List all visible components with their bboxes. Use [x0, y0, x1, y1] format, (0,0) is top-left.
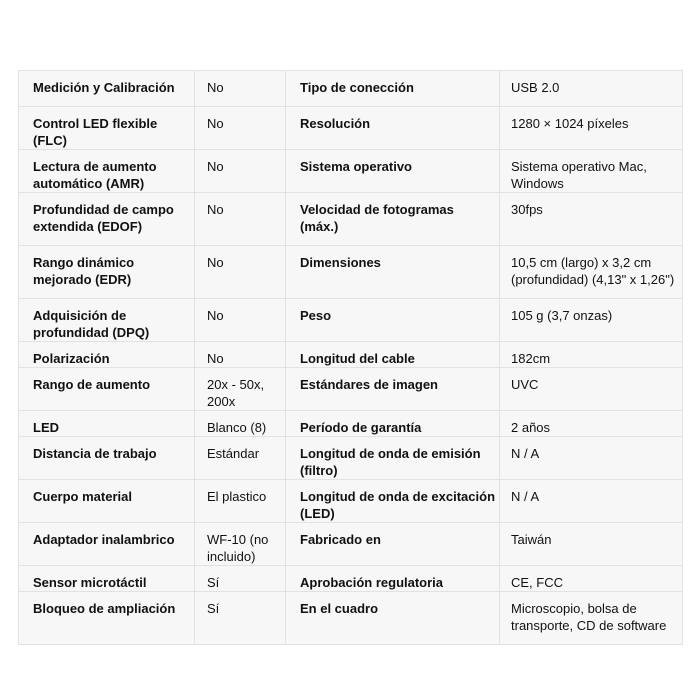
- spec-value: No: [195, 150, 286, 193]
- spec-value: 10,5 cm (largo) x 3,2 cm (profundidad) (4,13" x 1,26"): [500, 246, 683, 299]
- spec-label: Medición y Calibración: [19, 71, 195, 107]
- table-row: [19, 71, 683, 107]
- table-row: [19, 480, 683, 523]
- spec-label: Lectura de aumento automático (AMR): [19, 150, 195, 193]
- spec-label: Período de garantía: [286, 411, 500, 437]
- spec-value: Sí: [195, 566, 286, 592]
- spec-label: Cuerpo material: [19, 480, 195, 523]
- spec-label: Dimensiones: [286, 246, 500, 299]
- spec-label: Longitud de onda de emisión (filtro): [286, 437, 500, 480]
- spec-label: Longitud del cable: [286, 342, 500, 368]
- table-row: [19, 592, 683, 645]
- spec-label: Profundidad de campo extendida (EDOF): [19, 193, 195, 246]
- spec-value: Estándar: [195, 437, 286, 480]
- spec-label: Resolución: [286, 107, 500, 150]
- spec-label: LED: [19, 411, 195, 437]
- table-row: [19, 368, 683, 411]
- spec-value: 20x - 50x, 200x: [195, 368, 286, 411]
- spec-value: Sistema operativo Mac, Windows: [500, 150, 683, 193]
- spec-value: 30fps: [500, 193, 683, 246]
- spec-label: Control LED flexible (FLC): [19, 107, 195, 150]
- spec-value: No: [195, 246, 286, 299]
- spec-label: Aprobación regulatoria: [286, 566, 500, 592]
- spec-value: Blanco (8): [195, 411, 286, 437]
- table-row: [19, 193, 683, 246]
- table-row: [19, 342, 683, 368]
- spec-value: No: [195, 71, 286, 107]
- spec-value: N / A: [500, 480, 683, 523]
- spec-label: Adquisición de profundidad (DPQ): [19, 299, 195, 342]
- spec-label: Rango dinámico mejorado (EDR): [19, 246, 195, 299]
- spec-value: No: [195, 107, 286, 150]
- spec-value: Microscopio, bolsa de transporte, CD de software: [500, 592, 683, 645]
- spec-table: [18, 70, 683, 645]
- spec-value: 105 g (3,7 onzas): [500, 299, 683, 342]
- spec-value: N / A: [500, 437, 683, 480]
- spec-value: UVC: [500, 368, 683, 411]
- spec-value: Taiwán: [500, 523, 683, 566]
- spec-label: Polarización: [19, 342, 195, 368]
- spec-label: Fabricado en: [286, 523, 500, 566]
- table-row: [19, 246, 683, 299]
- spec-value: No: [195, 193, 286, 246]
- spec-value: 2 años: [500, 411, 683, 437]
- table-row: [19, 411, 683, 437]
- spec-value: No: [195, 342, 286, 368]
- spec-label: Sensor microtáctil: [19, 566, 195, 592]
- spec-label: Distancia de trabajo: [19, 437, 195, 480]
- spec-label: Peso: [286, 299, 500, 342]
- spec-label: Sistema operativo: [286, 150, 500, 193]
- table-row: [19, 523, 683, 566]
- spec-value: 1280 × 1024 píxeles: [500, 107, 683, 150]
- table-row: [19, 566, 683, 592]
- spec-value: El plastico: [195, 480, 286, 523]
- spec-label: Velocidad de fotogramas (máx.): [286, 193, 500, 246]
- spec-label: Longitud de onda de excitación (LED): [286, 480, 500, 523]
- table-row: [19, 150, 683, 193]
- spec-label: Estándares de imagen: [286, 368, 500, 411]
- spec-value: No: [195, 299, 286, 342]
- spec-label: Bloqueo de ampliación: [19, 592, 195, 645]
- spec-value: USB 2.0: [500, 71, 683, 107]
- spec-label: Rango de aumento: [19, 368, 195, 411]
- table-row: [19, 107, 683, 150]
- spec-value: 182cm: [500, 342, 683, 368]
- spec-label: Tipo de conección: [286, 71, 500, 107]
- table-row: [19, 299, 683, 342]
- table-row: [19, 437, 683, 480]
- spec-value: Sí: [195, 592, 286, 645]
- spec-label: Adaptador inalambrico: [19, 523, 195, 566]
- spec-value: WF-10 (no incluido): [195, 523, 286, 566]
- spec-label: En el cuadro: [286, 592, 500, 645]
- spec-value: CE, FCC: [500, 566, 683, 592]
